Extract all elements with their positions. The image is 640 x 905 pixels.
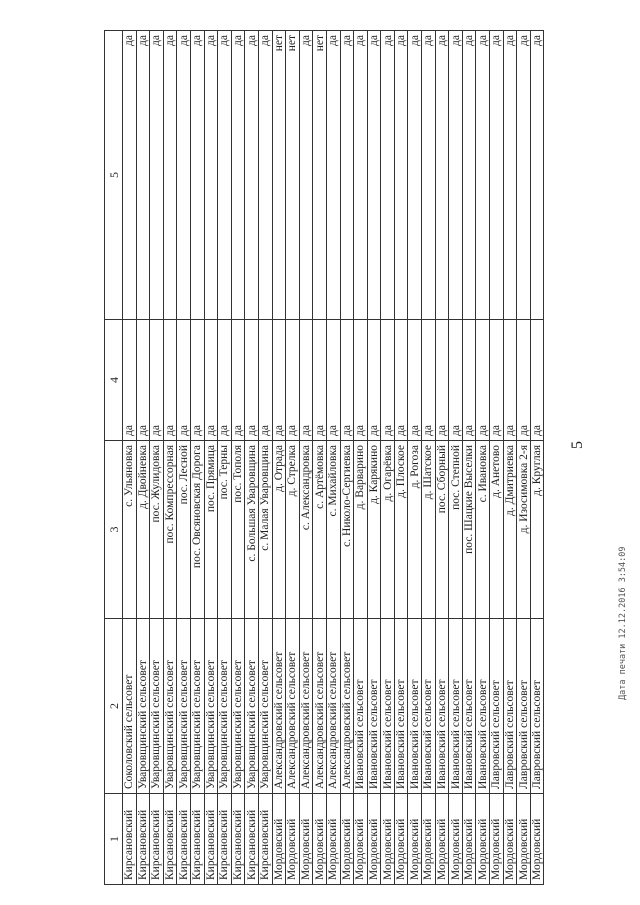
column-4-cell: да (517, 320, 531, 441)
table-row (340, 31, 354, 885)
header-row (105, 31, 123, 885)
column-5-cell: нет (272, 31, 286, 320)
district-cell: Мордовский (503, 794, 517, 885)
settlement-cell: с. Малая Уваровщина (258, 441, 272, 619)
column-5-cell: да (476, 31, 490, 320)
column-5-cell: да (245, 31, 259, 320)
table-row (313, 31, 327, 885)
settlement-cell: пос. Шацкие Выселки (462, 441, 476, 619)
column-5-cell: да (422, 31, 436, 320)
district-cell: Кирсановский (190, 794, 204, 885)
column-5-cell: да (299, 31, 313, 320)
table-row (367, 31, 381, 885)
column-5-cell: да (123, 31, 137, 320)
column-4-cell: да (177, 320, 191, 441)
column-4-cell: да (231, 320, 245, 441)
table-row (272, 31, 286, 885)
column-5-cell: да (231, 31, 245, 320)
column-5-cell: да (394, 31, 408, 320)
column-4-cell: да (530, 320, 544, 441)
table-row (150, 31, 164, 885)
district-cell: Мордовский (435, 794, 449, 885)
district-cell: Кирсановский (258, 794, 272, 885)
council-cell: Лавровский сельсовет (503, 619, 517, 794)
council-cell: Александровский сельсовет (313, 619, 327, 794)
district-cell: Мордовский (367, 794, 381, 885)
column-4-cell: да (286, 320, 300, 441)
column-4-cell: да (490, 320, 504, 441)
table-row (258, 31, 272, 885)
settlement-cell: пос. Компрессорная (163, 441, 177, 619)
district-cell: Кирсановский (136, 794, 150, 885)
settlement-cell: пос. Овсяновская Дорога (190, 441, 204, 619)
table-row (476, 31, 490, 885)
column-5-cell: да (449, 31, 463, 320)
column-5-cell: да (326, 31, 340, 320)
header-cell-3: 3 (105, 441, 123, 619)
council-cell: Ивановский сельсовет (462, 619, 476, 794)
table-row (286, 31, 300, 885)
table-row (326, 31, 340, 885)
table-row (503, 31, 517, 885)
council-cell: Лавровский сельсовет (517, 619, 531, 794)
table-row (123, 31, 137, 885)
district-cell: Мордовский (313, 794, 327, 885)
column-4-cell: да (123, 320, 137, 441)
council-cell: Ивановский сельсовет (476, 619, 490, 794)
rotated-table-container (104, 32, 544, 885)
district-cell: Мордовский (476, 794, 490, 885)
column-5-cell: да (367, 31, 381, 320)
settlement-cell: с. Александровка (299, 441, 313, 619)
council-cell: Ивановский сельсовет (394, 619, 408, 794)
council-cell: Уваровщинский сельсовет (218, 619, 232, 794)
table-row (408, 31, 422, 885)
settlement-cell: с. Ивановка (476, 441, 490, 619)
settlement-cell: д. Шатское (422, 441, 436, 619)
table-row (245, 31, 259, 885)
header-cell-4: 4 (105, 320, 123, 441)
council-cell: Уваровщинский сельсовет (258, 619, 272, 794)
council-cell: Александровский сельсовет (272, 619, 286, 794)
column-4-cell: да (354, 320, 368, 441)
table-row (490, 31, 504, 885)
district-cell: Мордовский (490, 794, 504, 885)
settlement-cell: пос. Степной (449, 441, 463, 619)
column-5-cell: да (340, 31, 354, 320)
settlement-cell: с. Артёмовка (313, 441, 327, 619)
column-5-cell: да (354, 31, 368, 320)
council-cell: Уваровщинский сельсовет (231, 619, 245, 794)
column-4-cell: да (381, 320, 395, 441)
column-4-cell: да (150, 320, 164, 441)
column-4-cell: да (503, 320, 517, 441)
district-cell: Кирсановский (177, 794, 191, 885)
settlement-cell: д. Рогоза (408, 441, 422, 619)
page-number: 5 (569, 441, 586, 449)
table-row (462, 31, 476, 885)
column-4-cell: да (163, 320, 177, 441)
district-cell: Мордовский (354, 794, 368, 885)
table-row (204, 31, 218, 885)
settlement-cell: д. Дмитриевка (503, 441, 517, 619)
settlement-cell: пос. Прямица (204, 441, 218, 619)
district-cell: Мордовский (340, 794, 354, 885)
column-4-cell: да (136, 320, 150, 441)
council-cell: Уваровщинский сельсовет (136, 619, 150, 794)
council-cell: Уваровщинский сельсовет (177, 619, 191, 794)
header-cell-2: 2 (105, 619, 123, 794)
column-5-cell: да (462, 31, 476, 320)
council-cell: Уваровщинский сельсовет (190, 619, 204, 794)
settlement-cell: пос. Лесной (177, 441, 191, 619)
settlement-cell: д. Варварино (354, 441, 368, 619)
council-cell: Уваровщинский сельсовет (245, 619, 259, 794)
settlement-cell: с. Большая Уваровщина (245, 441, 259, 619)
district-cell: Мордовский (381, 794, 395, 885)
council-cell: Александровский сельсовет (326, 619, 340, 794)
column-5-cell: нет (286, 31, 300, 320)
column-4-cell: да (462, 320, 476, 441)
district-cell: Кирсановский (218, 794, 232, 885)
table-row (231, 31, 245, 885)
column-5-cell: да (190, 31, 204, 320)
settlement-cell: пос. Терны (218, 441, 232, 619)
settlement-cell: д. Круглая (530, 441, 544, 619)
council-cell: Уваровщинский сельсовет (150, 619, 164, 794)
table-row (354, 31, 368, 885)
settlements-table (104, 30, 544, 885)
settlement-cell: с. Ульяновка (123, 441, 137, 619)
district-cell: Мордовский (394, 794, 408, 885)
table-row (517, 31, 531, 885)
settlement-cell: д. Стрелка (286, 441, 300, 619)
district-cell: Кирсановский (163, 794, 177, 885)
column-5-cell: да (408, 31, 422, 320)
header-cell-5: 5 (105, 31, 123, 320)
table-row (449, 31, 463, 885)
council-cell: Александровский сельсовет (299, 619, 313, 794)
header-cell-1: 1 (105, 794, 123, 885)
column-5-cell: нет (313, 31, 327, 320)
district-cell: Кирсановский (204, 794, 218, 885)
district-cell: Мордовский (462, 794, 476, 885)
column-5-cell: да (530, 31, 544, 320)
district-cell: Мордовский (272, 794, 286, 885)
column-4-cell: да (313, 320, 327, 441)
settlement-cell: д. Отрада (272, 441, 286, 619)
district-cell: Кирсановский (150, 794, 164, 885)
column-4-cell: да (204, 320, 218, 441)
district-cell: Мордовский (299, 794, 313, 885)
table-row (136, 31, 150, 885)
column-4-cell: да (367, 320, 381, 441)
council-cell: Александровский сельсовет (286, 619, 300, 794)
column-5-cell: да (150, 31, 164, 320)
settlement-cell: д. Анетово (490, 441, 504, 619)
settlement-cell: д. Плоское (394, 441, 408, 619)
settlement-cell: д. Изосимовка 2-я (517, 441, 531, 619)
settlement-cell: с. Михайловка (326, 441, 340, 619)
table-row (190, 31, 204, 885)
settlement-cell: д. Карякино (367, 441, 381, 619)
table-row (422, 31, 436, 885)
council-cell: Уваровщинский сельсовет (163, 619, 177, 794)
column-5-cell: да (163, 31, 177, 320)
council-cell: Ивановский сельсовет (408, 619, 422, 794)
table-row (435, 31, 449, 885)
council-cell: Ивановский сельсовет (354, 619, 368, 794)
district-cell: Мордовский (422, 794, 436, 885)
column-4-cell: да (190, 320, 204, 441)
council-cell: Уваровщинский сельсовет (204, 619, 218, 794)
column-4-cell: да (435, 320, 449, 441)
settlement-cell: пос. Сборный (435, 441, 449, 619)
council-cell: Ивановский сельсовет (422, 619, 436, 794)
district-cell: Мордовский (286, 794, 300, 885)
column-5-cell: да (218, 31, 232, 320)
council-cell: Соколовский сельсовет (123, 619, 137, 794)
column-4-cell: да (218, 320, 232, 441)
column-4-cell: да (476, 320, 490, 441)
table-row (163, 31, 177, 885)
column-4-cell: да (245, 320, 259, 441)
column-4-cell: да (394, 320, 408, 441)
district-cell: Мордовский (449, 794, 463, 885)
district-cell: Мордовский (326, 794, 340, 885)
column-5-cell: да (258, 31, 272, 320)
column-5-cell: да (177, 31, 191, 320)
column-5-cell: да (435, 31, 449, 320)
council-cell: Ивановский сельсовет (381, 619, 395, 794)
settlement-cell: д. Огарёвка (381, 441, 395, 619)
settlement-cell: пос. Жулидовка (150, 441, 164, 619)
table-row (218, 31, 232, 885)
table-row (299, 31, 313, 885)
council-cell: Ивановский сельсовет (367, 619, 381, 794)
table-row (381, 31, 395, 885)
column-4-cell: да (258, 320, 272, 441)
table-row (177, 31, 191, 885)
column-4-cell: да (299, 320, 313, 441)
district-cell: Мордовский (530, 794, 544, 885)
column-4-cell: да (422, 320, 436, 441)
column-5-cell: да (381, 31, 395, 320)
settlement-cell: с. Николо-Сергиевка (340, 441, 354, 619)
column-5-cell: да (503, 31, 517, 320)
council-cell: Ивановский сельсовет (449, 619, 463, 794)
column-5-cell: да (517, 31, 531, 320)
table-row (394, 31, 408, 885)
settlement-cell: пос. Тополя (231, 441, 245, 619)
district-cell: Мордовский (408, 794, 422, 885)
column-5-cell: да (204, 31, 218, 320)
column-5-cell: да (490, 31, 504, 320)
column-4-cell: да (326, 320, 340, 441)
column-4-cell: да (340, 320, 354, 441)
column-4-cell: да (408, 320, 422, 441)
council-cell: Александровский сельсовет (340, 619, 354, 794)
council-cell: Лавровский сельсовет (490, 619, 504, 794)
column-5-cell: да (136, 31, 150, 320)
district-cell: Мордовский (517, 794, 531, 885)
column-4-cell: да (449, 320, 463, 441)
district-cell: Кирсановский (245, 794, 259, 885)
print-date-footer: Дата печати 12.12.2016 3:54:09 (618, 546, 628, 700)
settlement-cell: д. Двойневка (136, 441, 150, 619)
column-4-cell: да (272, 320, 286, 441)
table-body (105, 31, 544, 885)
district-cell: Кирсановский (231, 794, 245, 885)
table-row (530, 31, 544, 885)
district-cell: Кирсановский (123, 794, 137, 885)
council-cell: Ивановский сельсовет (435, 619, 449, 794)
council-cell: Лавровский сельсовет (530, 619, 544, 794)
